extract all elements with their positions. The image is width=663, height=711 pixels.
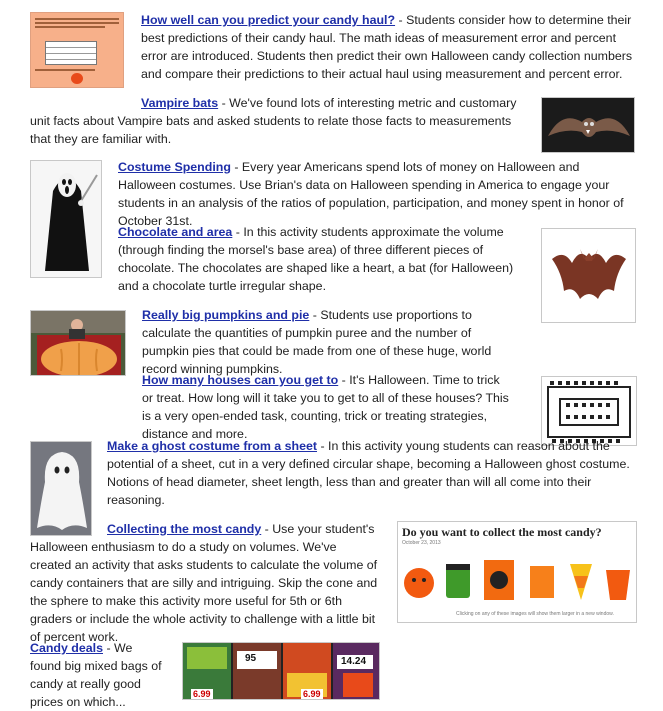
orange-bag-icon <box>530 566 554 598</box>
price-tag-1: 95 <box>245 653 257 664</box>
link-vampire-bats[interactable]: Vampire bats <box>141 96 219 110</box>
collect-candy-caption: Clicking on any of these images will show them larger in a new window. <box>456 611 614 617</box>
entry-collecting-candy: Collecting the most candy - Use your student's Halloween enthusiasm to do a study on volumes. We've created an activity that asks students to calculate the volume of candy containers that are silly and intriguing. Skip the cone and the sphere to make this activity more useful for 5th or 6th graders or include the whole activity to challenge with a little bit of percent work. <box>30 522 378 644</box>
collect-candy-date: October 23, 2013 <box>402 540 441 546</box>
link-houses[interactable]: How many houses can you get to <box>142 373 339 387</box>
pumpkin-icon <box>71 73 83 84</box>
link-candy-deals[interactable]: Candy deals <box>30 641 103 655</box>
collect-candy-heading: Do you want to collect the most candy? <box>402 525 602 539</box>
link-chocolate-area[interactable]: Chocolate and area <box>118 225 233 239</box>
candy-corn-cone-icon <box>570 564 592 600</box>
chocolate-bat-photo[interactable] <box>541 228 636 323</box>
entry-houses: How many houses can you get to - It's Halloween. Time to trick or treat. How long will it take you to get to all of these houses? This is a very open-ended task, counting, trick or treating strategies, distance and more. <box>142 373 509 441</box>
candy-bag-icon <box>484 560 514 600</box>
entry-chocolate-area: Chocolate and area - In this activity students approximate the volume (through finding the morsel's base area) of three different pieces of chocolate. The chocolates are shaped like a heart, a bat (for Halloween) and a chocolate turtle irregular shape. <box>118 225 514 293</box>
entry-candy-deals: Candy deals - We found big mixed bags of candy at really good prices on which... <box>30 641 162 709</box>
price-tag-2: 14.24 <box>341 656 367 667</box>
link-costume-spending[interactable]: Costume Spending <box>118 160 231 174</box>
price-tag-4: 6.99 <box>303 689 321 699</box>
candy-deals-photo[interactable] <box>182 642 380 700</box>
entry-costume-spending: Costume Spending - Every year Americans spend lots of money on Halloween and Halloween costumes. Use Brian's data on Halloween spending in America to engage your students in an analysis of the ratios of population, participation, and money spent in honor of October 31st. <box>118 160 624 228</box>
link-big-pumpkins[interactable]: Really big pumpkins and pie <box>142 308 310 322</box>
entry-big-pumpkins: Really big pumpkins and pie - Students use proportions to calculate the quantities of pumpkin puree and the number of pumpkin pies that could be made from one of these huge, world record winning pumpkins. <box>142 308 492 376</box>
pumpkin-pail-icon <box>606 570 630 600</box>
scream-costume-photo[interactable] <box>30 160 102 278</box>
link-candy-haul[interactable]: How well can you predict your candy haul? <box>141 13 396 27</box>
candy-haul-thumbnail[interactable] <box>30 12 124 88</box>
vampire-bat-photo[interactable] <box>541 97 635 153</box>
entry-candy-haul: How well can you predict your candy haul? - Students consider how to determine their best predictions of their candy haul. The math ideas of measurement error and percent error are introduced. Students then predict their own Halloween candy collection numbers and compare their predictions to their actual haul using measurement and percent error. <box>141 13 633 81</box>
entry-ghost-costume: Make a ghost costume from a sheet - In this activity young students can reason about the potential of a sheet, cut in a very defined circular shape, becoming a Halloween ghost costume. Notions of head diameter, sheet length, less than and greater than will all come into their reasoning. <box>107 439 630 507</box>
neighborhood-map-thumbnail[interactable] <box>541 376 637 446</box>
entry-vampire-bats: Vampire bats - We've found lots of interesting metric and customary unit facts about Vampire bats and asked students to relate those facts to measurements that they are familiar with. <box>30 96 517 146</box>
frankenstein-bucket-icon <box>446 564 470 598</box>
link-collecting-candy[interactable]: Collecting the most candy <box>107 522 262 536</box>
giant-pumpkin-photo[interactable] <box>30 310 126 376</box>
price-tag-3: 6.99 <box>193 689 211 699</box>
link-ghost-costume[interactable]: Make a ghost costume from a sheet <box>107 439 318 453</box>
collect-candy-thumbnail[interactable] <box>397 521 637 623</box>
candy-bucket-icon <box>404 568 434 598</box>
